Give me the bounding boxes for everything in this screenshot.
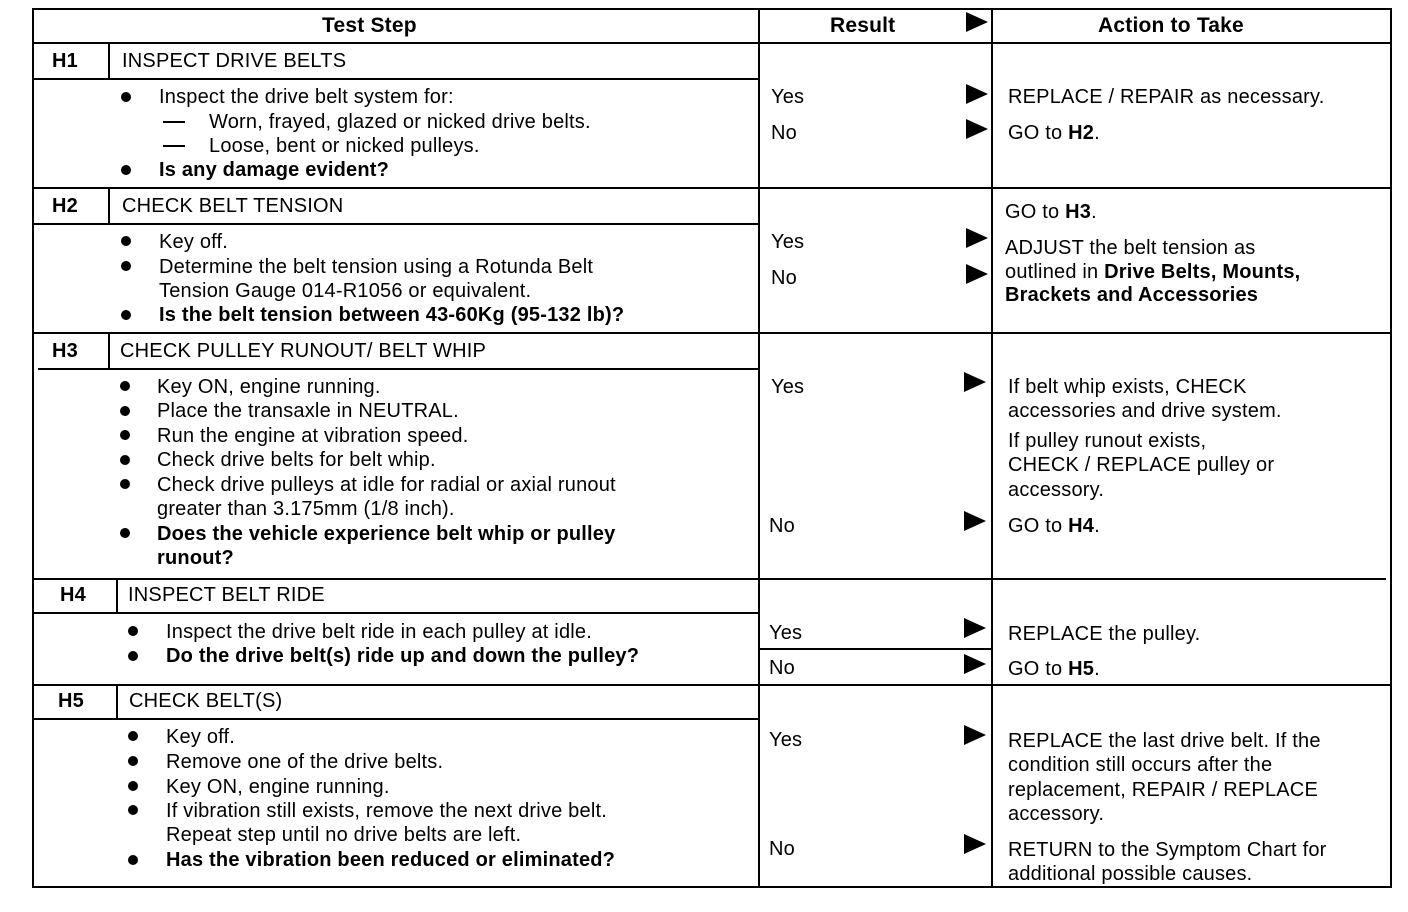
h3-step-id: H3 bbox=[52, 340, 78, 362]
bullet-icon bbox=[128, 626, 138, 636]
h1-title-underline bbox=[34, 78, 758, 80]
header-test-step: Test Step bbox=[322, 14, 417, 37]
h4-title-underline bbox=[34, 612, 758, 614]
bullet-icon bbox=[120, 406, 130, 416]
bullet-icon bbox=[128, 781, 138, 791]
h2-no-action-line-2: outlined in Drive Belts, Mounts, bbox=[1005, 261, 1301, 283]
bullet-icon bbox=[121, 165, 131, 175]
h5-yes-action-1: REPLACE the last drive belt. If the bbox=[1008, 730, 1321, 752]
h1-step-id: H1 bbox=[52, 50, 78, 72]
table-border-bottom bbox=[32, 886, 1392, 888]
h3-no-label: No bbox=[769, 515, 795, 537]
table-border-top bbox=[32, 8, 1392, 10]
h3-yes-action-3: If pulley runout exists, bbox=[1008, 430, 1207, 452]
h3-no-arrow-icon bbox=[964, 511, 986, 531]
bullet-icon bbox=[121, 261, 131, 271]
h5-no-label: No bbox=[769, 838, 795, 860]
h3-yes-arrow-icon bbox=[964, 372, 986, 392]
h1-no-action: GO to H2. bbox=[1008, 122, 1100, 144]
bullet-icon bbox=[120, 430, 130, 440]
column-divider-action bbox=[991, 8, 993, 888]
bullet-icon bbox=[128, 805, 138, 815]
bullet-icon bbox=[120, 528, 130, 538]
h3-yes-action-1: If belt whip exists, CHECK bbox=[1008, 376, 1247, 398]
h1-step-title: INSPECT DRIVE BELTS bbox=[122, 50, 347, 72]
table-border-left bbox=[32, 8, 34, 888]
h5-id-divider bbox=[116, 686, 118, 718]
h2-question: Is the belt tension between 43-60Kg (95-132 lb)? bbox=[159, 304, 625, 326]
bullet-icon bbox=[120, 381, 130, 391]
bullet-icon bbox=[121, 92, 131, 102]
h4-step-title: INSPECT BELT RIDE bbox=[128, 584, 325, 606]
bullet-icon bbox=[128, 756, 138, 766]
h4-yes-action: REPLACE the pulley. bbox=[1008, 623, 1201, 645]
h1-no-label: No bbox=[771, 122, 797, 144]
bullet-icon bbox=[120, 455, 130, 465]
h3-bullet-5-line-2: greater than 3.175mm (1/8 inch). bbox=[157, 498, 455, 520]
h5-yes-arrow-icon bbox=[964, 725, 986, 745]
h5-bullet-3: Key ON, engine running. bbox=[166, 776, 390, 798]
h3-yes-action-4: CHECK / REPLACE pulley or bbox=[1008, 454, 1275, 476]
h4-no-label: No bbox=[769, 657, 795, 679]
header-result: Result bbox=[830, 14, 896, 37]
h2-bullet-2-line-2: Tension Gauge 014-R1056 or equivalent. bbox=[159, 280, 532, 302]
header-action: Action to Take bbox=[1098, 14, 1244, 37]
dash-icon bbox=[163, 121, 185, 123]
h4-id-divider bbox=[116, 580, 118, 612]
h2-row-divider bbox=[34, 332, 1390, 334]
h5-no-arrow-icon bbox=[964, 834, 986, 854]
h3-question-line-1: Does the vehicle experience belt whip or pulley bbox=[157, 523, 616, 545]
h5-yes-action-2: condition still occurs after the bbox=[1008, 754, 1273, 776]
h4-no-arrow-icon bbox=[964, 654, 986, 674]
h2-no-label: No bbox=[771, 267, 797, 289]
h5-bullet-4-line-1: If vibration still exists, remove the next drive belt. bbox=[166, 800, 607, 822]
h2-yes-arrow-icon bbox=[966, 228, 988, 248]
h1-yes-action: REPLACE / REPAIR as necessary. bbox=[1008, 86, 1325, 108]
h1-no-arrow-icon bbox=[966, 119, 988, 139]
bullet-icon bbox=[121, 236, 131, 246]
h3-bullet-5-line-1: Check drive pulleys at idle for radial or axial runout bbox=[157, 474, 616, 496]
h1-yes-label: Yes bbox=[771, 86, 805, 108]
h2-bullet-1: Key off. bbox=[159, 231, 229, 253]
h2-yes-action: GO to H3. bbox=[1005, 201, 1097, 223]
h4-yes-arrow-icon bbox=[964, 618, 986, 638]
h3-bullet-4: Check drive belts for belt whip. bbox=[157, 449, 436, 471]
dash-icon bbox=[163, 145, 185, 147]
h2-no-action-line-3: Brackets and Accessories bbox=[1005, 284, 1259, 306]
h3-bullet-1: Key ON, engine running. bbox=[157, 376, 381, 398]
bullet-icon bbox=[128, 855, 138, 865]
h3-id-divider bbox=[108, 334, 110, 368]
h3-yes-action-5: accessory. bbox=[1008, 479, 1105, 501]
h2-bullet-2-line-1: Determine the belt tension using a Rotunda Belt bbox=[159, 256, 594, 278]
bullet-icon bbox=[120, 479, 130, 489]
bullet-icon bbox=[128, 731, 138, 741]
h1-id-divider bbox=[108, 44, 110, 78]
h2-no-action-line-1: ADJUST the belt tension as bbox=[1005, 237, 1256, 259]
h1-yes-arrow-icon bbox=[966, 84, 988, 104]
h4-yes-label: Yes bbox=[769, 622, 803, 644]
h3-yes-action-2: accessories and drive system. bbox=[1008, 400, 1282, 422]
h3-no-action: GO to H4. bbox=[1008, 515, 1100, 537]
h5-yes-label: Yes bbox=[769, 729, 803, 751]
table-border-right bbox=[1390, 8, 1392, 888]
h3-row-divider bbox=[34, 578, 1386, 580]
h3-step-title: CHECK PULLEY RUNOUT/ BELT WHIP bbox=[120, 340, 487, 362]
h5-question: Has the vibration been reduced or eliminated? bbox=[166, 849, 616, 871]
h2-no-arrow-icon bbox=[966, 264, 988, 284]
header-arrow-icon bbox=[966, 12, 988, 32]
h5-step-id: H5 bbox=[58, 690, 84, 712]
h2-id-divider bbox=[108, 189, 110, 223]
h4-result-divider bbox=[760, 648, 991, 650]
h3-bullet-2: Place the transaxle in NEUTRAL. bbox=[157, 400, 459, 422]
h1-question: Is any damage evident? bbox=[159, 159, 390, 181]
h1-bullet-1: Inspect the drive belt system for: bbox=[159, 86, 454, 108]
h5-bullet-4-line-2: Repeat step until no drive belts are left. bbox=[166, 824, 522, 846]
header-underline bbox=[32, 42, 1392, 44]
h5-yes-action-3: replacement, REPAIR / REPLACE bbox=[1008, 779, 1318, 801]
h3-yes-label: Yes bbox=[771, 376, 805, 398]
h1-row-divider bbox=[34, 187, 1390, 189]
h2-title-underline bbox=[34, 223, 758, 225]
bullet-icon bbox=[121, 310, 131, 320]
h5-step-title: CHECK BELT(S) bbox=[129, 690, 283, 712]
h3-question-line-2: runout? bbox=[157, 547, 234, 569]
h2-step-id: H2 bbox=[52, 195, 78, 217]
h4-step-id: H4 bbox=[60, 584, 86, 606]
h4-row-divider bbox=[34, 684, 1390, 686]
h1-dash-1: Worn, frayed, glazed or nicked drive belts. bbox=[209, 111, 591, 133]
h2-step-title: CHECK BELT TENSION bbox=[122, 195, 344, 217]
h5-bullet-1: Key off. bbox=[166, 726, 236, 748]
h4-bullet-1: Inspect the drive belt ride in each pulley at idle. bbox=[166, 621, 593, 643]
h1-dash-2: Loose, bent or nicked pulleys. bbox=[209, 135, 480, 157]
h3-bullet-3: Run the engine at vibration speed. bbox=[157, 425, 469, 447]
h3-title-underline bbox=[38, 368, 758, 370]
h2-yes-label: Yes bbox=[771, 231, 805, 253]
h5-title-underline bbox=[34, 718, 758, 720]
column-divider-result bbox=[758, 8, 760, 888]
bullet-icon bbox=[128, 651, 138, 661]
h5-yes-action-4: accessory. bbox=[1008, 803, 1105, 825]
h5-no-action-2: additional possible causes. bbox=[1008, 863, 1253, 885]
h4-no-action: GO to H5. bbox=[1008, 658, 1100, 680]
h5-bullet-2: Remove one of the drive belts. bbox=[166, 751, 444, 773]
h4-question: Do the drive belt(s) ride up and down the pulley? bbox=[166, 645, 640, 667]
h5-no-action-1: RETURN to the Symptom Chart for bbox=[1008, 839, 1327, 861]
